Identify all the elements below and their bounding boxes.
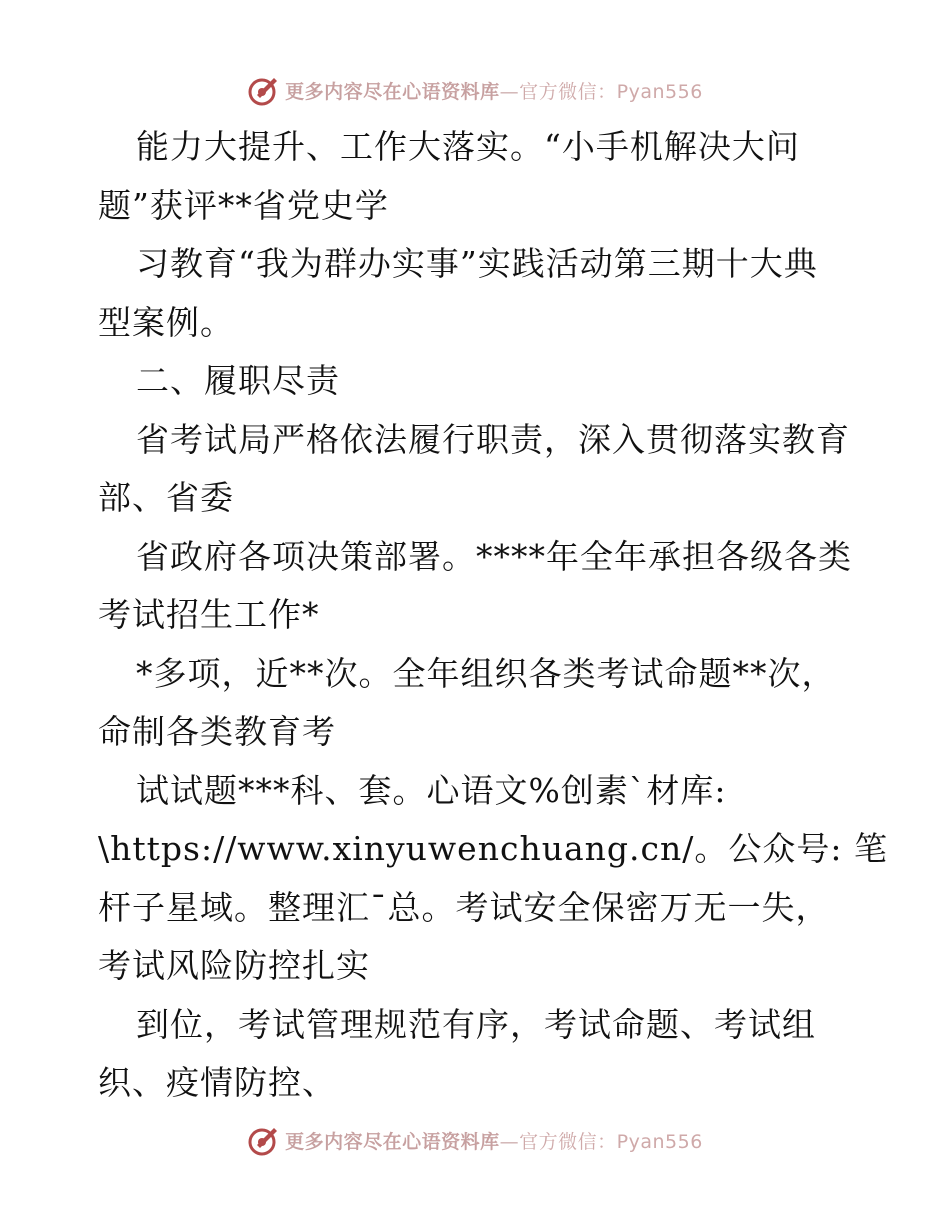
header-watermark <box>0 70 950 110</box>
paragraph-line: \https://www.xinyuwenchuang.cn/。公众号: 笔 <box>98 829 888 868</box>
watermark-brand: 更多内容尽在心语资料库 <box>285 1130 500 1153</box>
paragraph-line: 命制各类教育考 <box>98 712 336 751</box>
document-body <box>98 118 888 1113</box>
watermark-contact: 官方微信：Pyan556 <box>519 80 703 103</box>
paragraph-line: 考试风险防控扎实 <box>98 946 370 985</box>
paragraph-line: 习教育“我为群办实事”实践活动第三期十大典 <box>136 244 818 283</box>
paragraph-line: 二、履职尽责 <box>136 361 340 400</box>
watermark-contact: 官方微信：Pyan556 <box>519 1130 703 1153</box>
paragraph-line: 织、疫情防控、 <box>98 1063 336 1102</box>
paragraph-line: *多项，近**次。全年组织各类考试命题**次， <box>136 653 836 693</box>
quill-seal-icon <box>247 1123 281 1157</box>
paragraph-line: 题”获评**省党史学 <box>98 185 389 225</box>
footer-watermark <box>0 1120 950 1160</box>
watermark-text <box>285 1127 703 1154</box>
paragraph-line: 杆子星域。整理汇¯总。考试安全保密万无一失， <box>98 887 830 927</box>
paragraph-line: 省考试局严格依法履行职责，深入贯彻落实教育 <box>136 419 850 459</box>
paragraph-line: 能力大提升、工作大落实。“小手机解决大问 <box>136 127 800 166</box>
paragraph-line: 到位，考试管理规范有序，考试命题、考试组 <box>136 1004 816 1044</box>
paragraph-line: 部、省委 <box>98 478 234 517</box>
watermark-text <box>285 77 703 104</box>
paragraph-line: 试试题***科、套。心语文%创素`材库: <box>136 770 727 810</box>
watermark-brand: 更多内容尽在心语资料库 <box>285 80 500 103</box>
quill-seal-icon <box>247 73 281 107</box>
watermark-separator: — <box>499 80 520 103</box>
paragraph-line: 省政府各项决策部署。****年全年承担各级各类 <box>136 536 852 576</box>
paragraph-line: 考试招生工作* <box>98 595 320 634</box>
watermark-separator: — <box>499 1130 520 1153</box>
paragraph-line: 型案例。 <box>98 302 234 342</box>
